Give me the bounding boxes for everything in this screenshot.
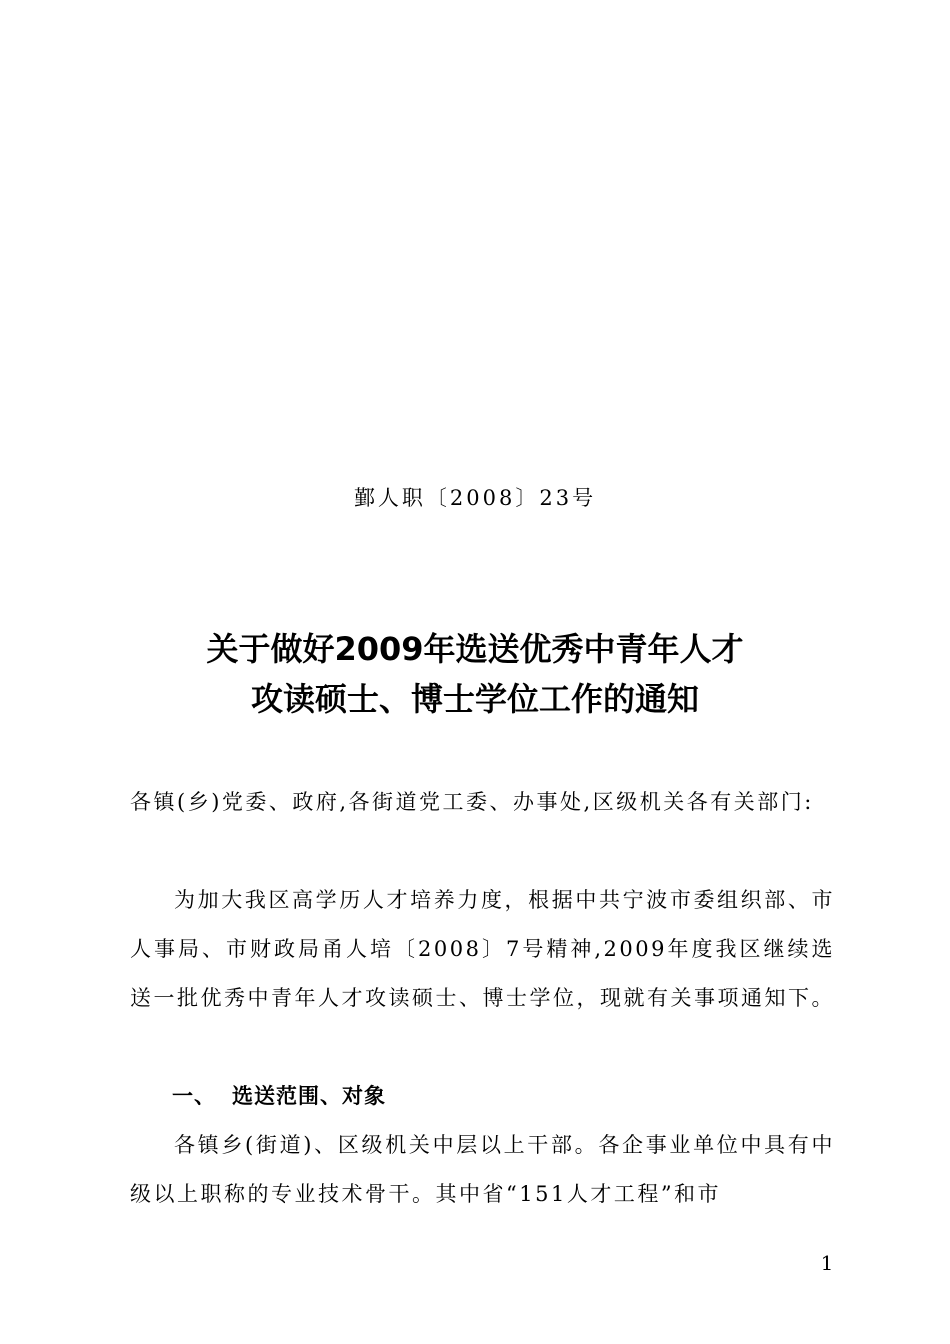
section-number: 一、: [172, 1084, 216, 1108]
document-number: 鄞人职〔2008〕23号: [353, 486, 597, 510]
page-number: 1: [820, 1251, 834, 1275]
section-title: 选送范围、对象: [232, 1084, 386, 1108]
title-line-1: 关于做好2009年选送优秀中青年人才: [206, 630, 744, 668]
addressee: 各镇(乡)党委、政府,各街道党工委、办事处,区级机关各有关部门:: [130, 790, 814, 814]
section-paragraph: 各镇乡(街道)、区级机关中层以上干部。各企事业单位中具有中级以上职称的专业技术骨干。其中省“151人才工程”和市: [130, 1133, 835, 1206]
title-line-2: 攻读硕士、博士学位工作的通知: [250, 680, 699, 718]
intro-paragraph: 为加大我区高学历人才培养力度，根据中共宁波市委组织部、市人事局、市财政局甬人培〔2008〕7号精神,2009年度我区继续选送一批优秀中青年人才攻读硕士、博士学位，现就有关事项通知下。: [130, 888, 835, 1010]
section-heading: [172, 1072, 386, 1121]
